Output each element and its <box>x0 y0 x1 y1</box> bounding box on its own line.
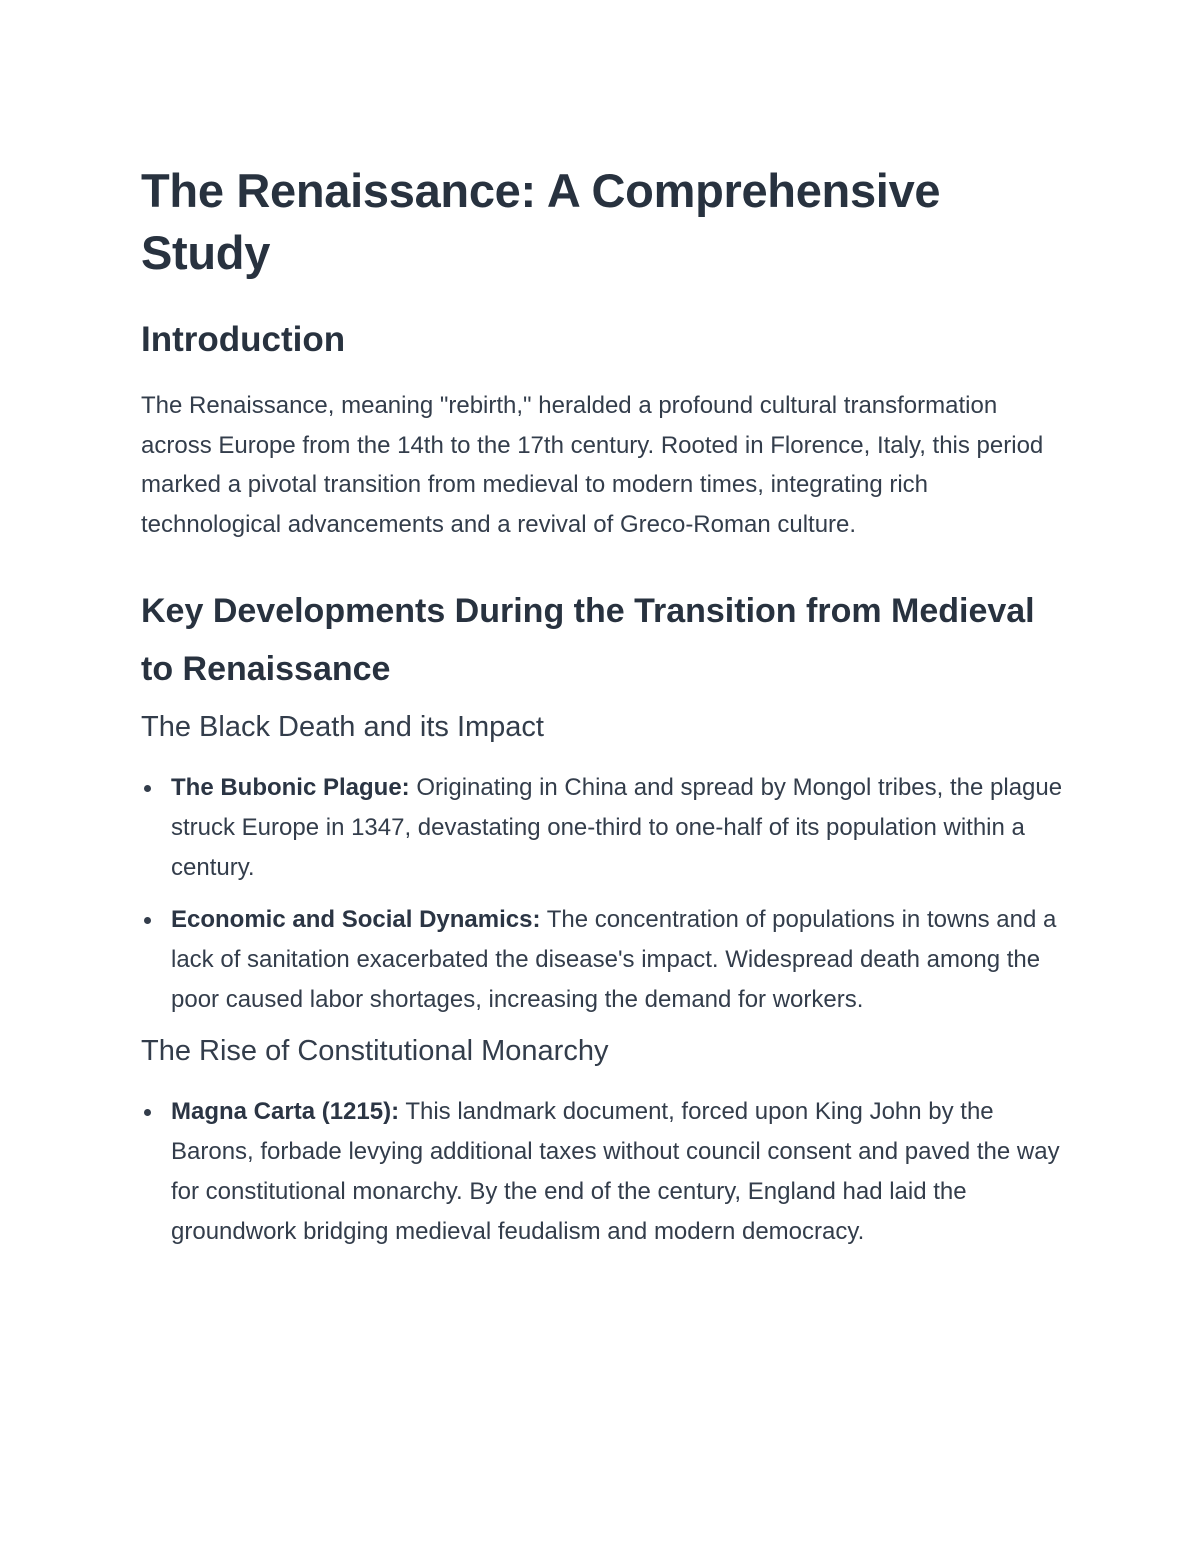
list-item-text: The concentration of populations in towns and a lack of sanitation exacerbated the disease's impact. Widespread death among the poor caused labor shortages, increasing the demand for workers. <box>171 906 1057 1013</box>
constitutional-monarchy-heading: The Rise of Constitutional Monarchy <box>141 1035 609 1067</box>
list-item <box>141 900 1071 1020</box>
constitutional-monarchy-list <box>141 1092 1071 1252</box>
list-item-term: Magna Carta (1215): <box>171 1098 400 1125</box>
bullet-icon <box>144 917 151 924</box>
bullet-icon <box>144 1109 151 1116</box>
document-title: The Renaissance: A Comprehensive Study <box>141 164 941 279</box>
introduction-paragraph: The Renaissance, meaning "rebirth," heralded a profound cultural transformation across Europe from the 14th to the 17th century. Rooted in Florence, Italy, this period marked a pivotal transition from medieval to modern times, integrating rich technological advancements and a revival of Greco-Roman culture. <box>141 392 1044 538</box>
black-death-heading: The Black Death and its Impact <box>141 711 544 743</box>
key-developments-heading: Key Developments During the Transition from Medieval to Renaissance <box>141 592 1035 688</box>
black-death-list <box>141 768 1071 1020</box>
list-item-term: Economic and Social Dynamics: <box>171 906 541 933</box>
document-page <box>141 160 1071 1264</box>
list-item <box>141 1092 1071 1252</box>
list-item <box>141 768 1071 888</box>
list-item-text: This landmark document, forced upon King John by the Barons, forbade levying additional taxes without council consent and paved the way for constitutional monarchy. By the end of the century, England had laid the groundwork bridging medieval feudalism and modern democracy. <box>171 1098 1060 1245</box>
introduction-heading: Introduction <box>141 320 346 359</box>
list-item-text: Originating in China and spread by Mongol tribes, the plague struck Europe in 1347, devastating one-third to one-half of its population within a century. <box>171 774 1063 881</box>
bullet-icon <box>144 785 151 792</box>
list-item-term: The Bubonic Plague: <box>171 774 410 801</box>
